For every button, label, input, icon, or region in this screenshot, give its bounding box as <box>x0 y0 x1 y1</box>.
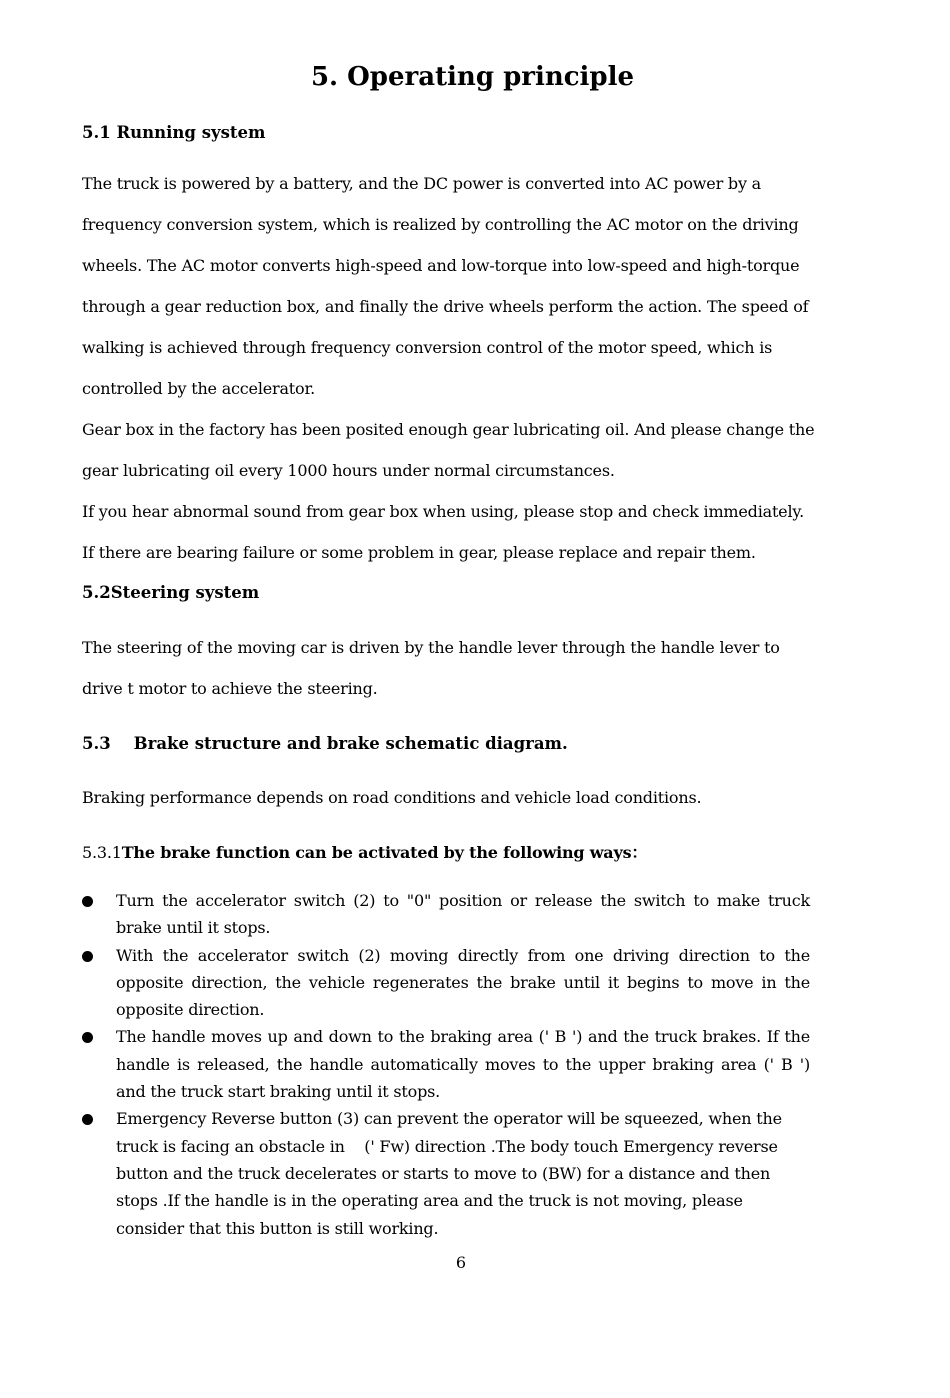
running-system-paragraph: The truck is powered by a battery, and the DC power is converted into AC power by a frequency conversion system, which is realized by controlling the AC motor on the driving wheels. The AC motor converts high-speed and low-torque into low-speed and high-torque through a gear reduction box, and finally the drive wheels perform the action. The speed of walking is achieved through frequency conversion control of the motor speed, which is controlled by the accelerator. <box>82 174 809 398</box>
section-heading-5-1: 5.1 Running system <box>82 123 266 142</box>
list-item <box>82 1105 810 1241</box>
abnormal-sound-paragraph: If you hear abnormal sound from gear box when using, please stop and check immediately. If there are bearing failure or some problem in gear, please replace and repair them. <box>82 502 804 562</box>
list-item <box>82 1023 810 1105</box>
brake-activation-list <box>82 887 810 1242</box>
section-heading-5-3: 5.3 Brake structure and brake schematic diagram. <box>82 734 568 753</box>
bullet-icon <box>82 896 93 907</box>
bullet-icon <box>82 1032 93 1043</box>
steering-paragraph: The steering of the moving car is driven by the handle lever through the handle lever to drive t motor to achieve the steering. <box>82 638 780 698</box>
section-heading-5-2: 5.2Steering system <box>82 583 260 602</box>
section-number-5-3-1: 5.3.1 <box>82 843 122 862</box>
page-title: 5. Operating principle <box>310 62 635 92</box>
bullet-icon <box>82 1114 93 1125</box>
list-item <box>82 942 810 1024</box>
list-item-text: Turn the accelerator switch (2) to "0" position or release the switch to make truck brake until it stops. <box>116 891 810 938</box>
section-heading-5-3-1 <box>82 842 647 864</box>
brake-activation-heading: The brake function can be activated by the following ways： <box>121 843 648 862</box>
gear-box-oil-paragraph: Gear box in the factory has been posited enough gear lubricating oil. And please change the gear lubricating oil every 1000 hours under normal circumstances. <box>82 420 815 480</box>
list-item-text: Emergency Reverse button (3) can prevent the operator will be squeezed, when the truck is facing an obstacle in (' Fw) direction .The body touch Emergency reverse button and the truck decelerates or starts to move to (BW) for a distance and then stops .If the handle is in the operating area and the truck is not moving, please consider that this button is still working. <box>116 1109 782 1238</box>
list-item <box>82 887 810 942</box>
bullet-icon <box>82 951 93 962</box>
list-item-text: The handle moves up and down to the braking area (' B ') and the truck brakes. If the handle is released, the handle automatically moves to the upper braking area (' B ') and the truck start braking until it stops. <box>116 1027 810 1102</box>
page-number: 6 <box>455 1253 467 1272</box>
list-item-text: With the accelerator switch (2) moving directly from one driving direction to the opposite direction, the vehicle regenerates the brake until it begins to move in the opposite direction. <box>116 945 810 1020</box>
braking-performance-text: Braking performance depends on road conditions and vehicle load conditions. <box>82 788 702 807</box>
